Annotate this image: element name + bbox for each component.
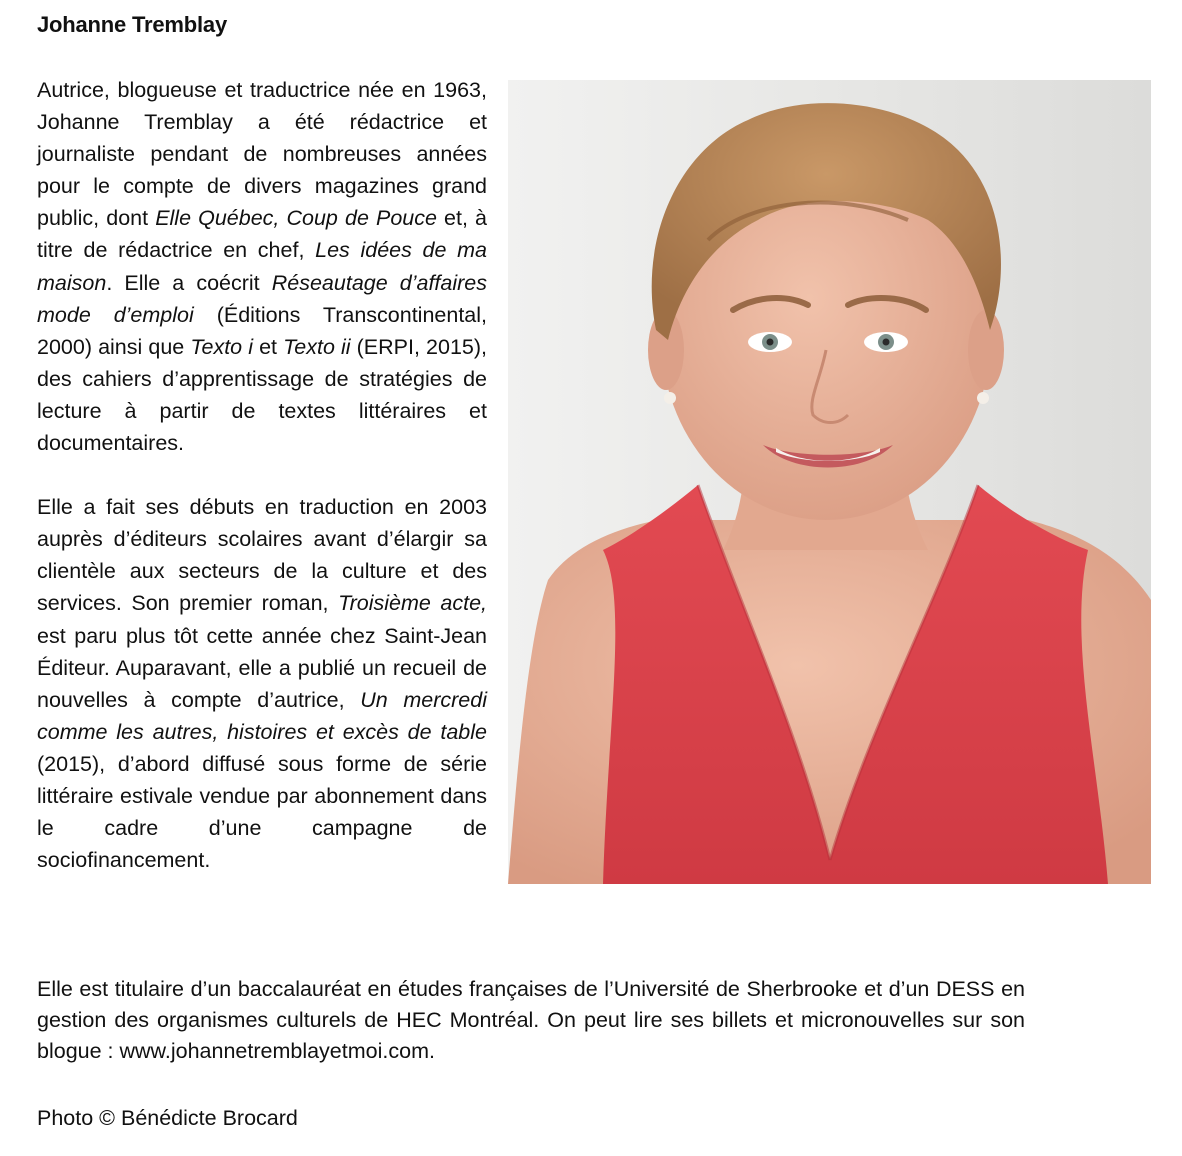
book-title: Réseautage d’affaires mode d’emploi <box>37 270 488 327</box>
photo-credit: Photo © Bénédicte Brocard <box>37 1106 298 1130</box>
novel-title: Troisième acte, <box>338 591 488 616</box>
bio-text: (Éditions Transcontinental, 2000) ainsi que <box>37 302 487 359</box>
bio-text: . Elle a coécrit <box>106 270 272 295</box>
bio-text: et, à titre de rédactrice en chef, <box>37 206 487 263</box>
bio-text: est paru plus tôt cette année chez Saint-Jean Éditeur. Auparavant, elle a publié un recueil de nouvelles à compte d’autrice, <box>37 623 487 712</box>
collection-title: Un mercredi comme les autres, histoires et excès de table <box>37 687 487 744</box>
bio-text: et <box>253 334 284 359</box>
bio-text: (2015), d’abord diffusé sous forme de série littéraire estivale vendue par abonnement dans le cadre d’une campagne de sociofinancement. <box>37 751 487 873</box>
bio-text: Elle a fait ses débuts en traduction en 2003 auprès d’éditeurs scolaires avant d’élargir sa clientèle aux secteurs de la culture et des services. Son premier roman, <box>37 495 487 616</box>
book-title: Texto i <box>190 334 253 359</box>
bio-paragraph-3 <box>37 974 1025 1067</box>
bio-text: Autrice, blogueuse et traductrice née en 1963, Johanne Tremblay a été rédactrice et journaliste pendant de nombreuses années pour le compte de divers magazines grand public, dont <box>37 78 487 231</box>
author-portrait-photo <box>508 80 1151 884</box>
magazine-title: Les idées de ma maison <box>37 238 488 295</box>
bio-paragraph-2 <box>37 491 487 876</box>
bio-paragraph-1 <box>37 74 487 459</box>
bio-text: Elle est titulaire d’un baccalauréat en études françaises de l’Université de Sherbrooke et d’un DESS en gestion des organismes culturels de HEC Montréal. On peut lire ses billets et micronouvelles sur son blogue : www.johannetremblayetmoi.com. <box>37 977 1025 1063</box>
magazine-titles: Elle Québec, Coup de Pouce <box>155 206 437 231</box>
book-title: Texto ii <box>283 334 351 359</box>
bio-text: (ERPI, 2015), des cahiers d’apprentissage de stratégies de lecture à partir de textes littéraires et documentaires. <box>37 334 487 456</box>
bio-column <box>37 74 487 876</box>
page-title: Johanne Tremblay <box>37 12 227 37</box>
